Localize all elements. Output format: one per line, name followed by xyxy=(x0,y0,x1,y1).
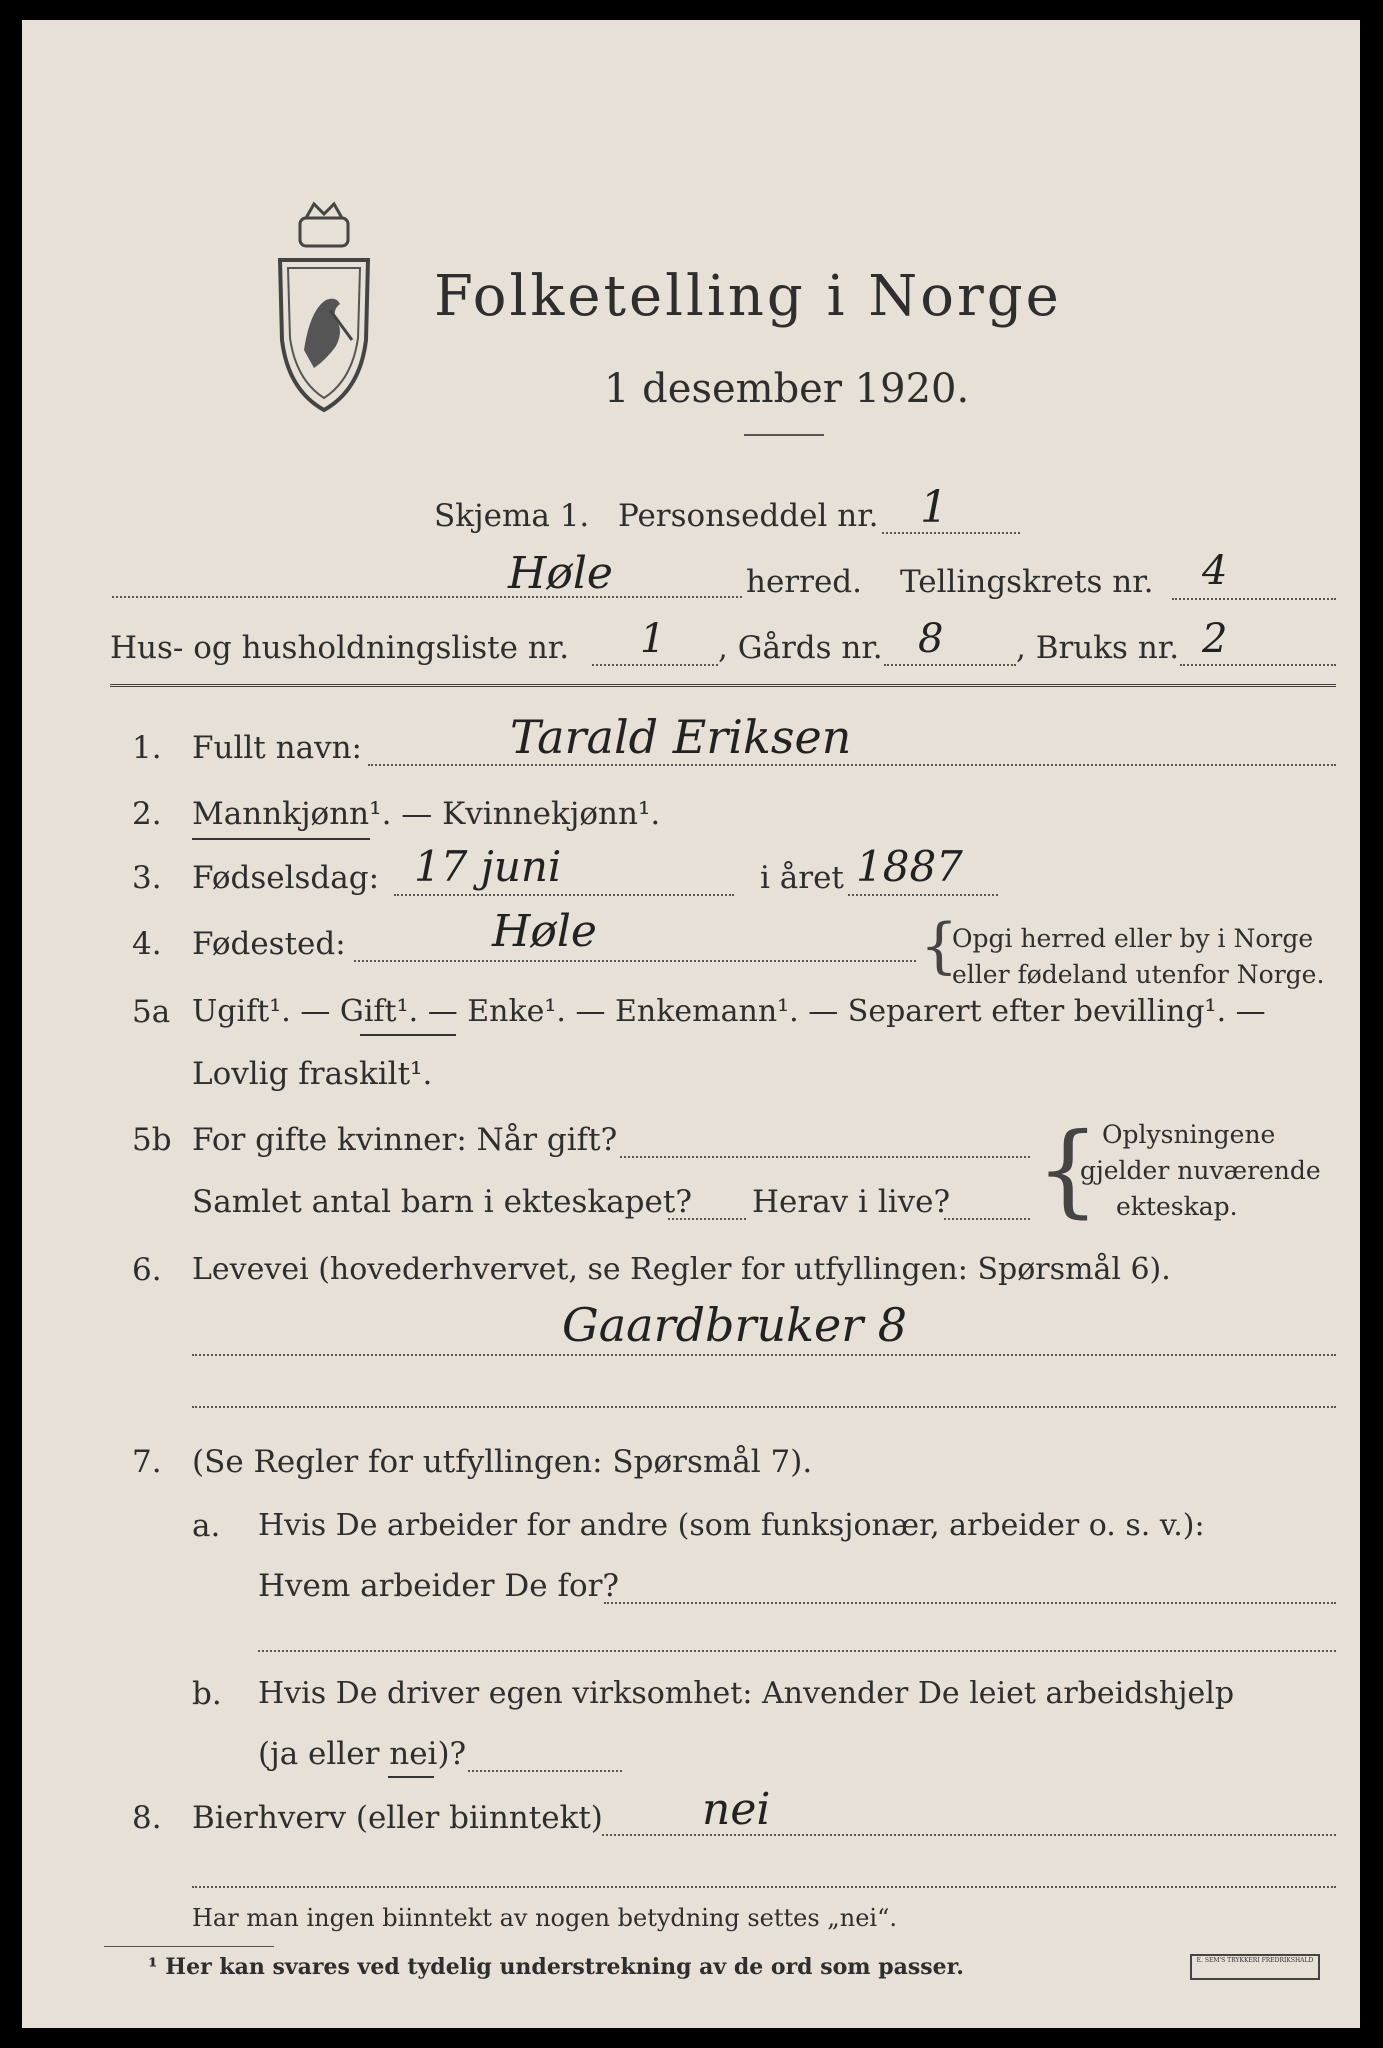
header-double-rule xyxy=(110,684,1336,687)
census-form-page xyxy=(22,20,1360,2028)
q5b-note-line2: gjelder nuværende xyxy=(1080,1156,1321,1185)
q5b-live-line xyxy=(944,1218,1030,1220)
q5b-line2: Samlet antal barn i ekteskapet? xyxy=(192,1184,692,1220)
q1-number: 1. xyxy=(132,730,162,766)
herred-label: herred. xyxy=(746,564,862,600)
q5b-brace: { xyxy=(1036,1111,1100,1228)
q7b-line2: (ja eller nei)? xyxy=(258,1736,467,1772)
q5b-number: 5b xyxy=(132,1122,172,1158)
husliste-line xyxy=(592,664,718,666)
q6-label: Levevei (hovederhvervet, se Regler for utfyllingen: Spørsmål 6). xyxy=(192,1252,1171,1287)
title-divider xyxy=(744,434,824,436)
q3-year-label: i året xyxy=(760,860,844,896)
q5b-line2b: Herav i live? xyxy=(752,1184,951,1220)
q3-year-line xyxy=(848,894,998,896)
q7a-letter: a. xyxy=(192,1508,221,1544)
husliste-value: 1 xyxy=(640,616,666,662)
personseddel-value: 1 xyxy=(920,482,948,533)
husliste-label: Hus- og husholdningsliste nr. xyxy=(110,630,570,666)
q7b-letter: b. xyxy=(192,1676,222,1712)
q2-underline-mannkjonn xyxy=(192,838,370,840)
gards-value: 8 xyxy=(918,616,944,662)
q3-line xyxy=(394,894,734,896)
skjema-label: Skjema 1. xyxy=(434,498,590,534)
q3-value: 17 juni xyxy=(414,842,562,891)
q6-line1 xyxy=(192,1354,1336,1356)
printer-stamp: E. SEM'S TRYKKERI FREDRIKSHALD xyxy=(1190,1954,1320,1980)
personseddel-label: Personseddel nr. xyxy=(618,498,879,534)
q4-note-line1: Opgi herred eller by i Norge xyxy=(952,924,1314,953)
q1-line xyxy=(368,764,1336,766)
q8-value: nei xyxy=(702,1784,771,1835)
q5b-gift-line xyxy=(620,1156,1030,1158)
footer-note: Har man ingen biinntekt av nogen betydning settes „nei“. xyxy=(192,1904,897,1932)
q6-line2 xyxy=(192,1406,1336,1408)
q7b-line1: Hvis De driver egen virksomhet: Anvender De leiet arbeidshjelp xyxy=(258,1676,1235,1711)
bruks-line xyxy=(1180,664,1336,666)
tellingskrets-value: 4 xyxy=(1202,548,1228,594)
q3-number: 3. xyxy=(132,860,162,896)
q4-label: Fødested: xyxy=(192,926,346,962)
q4-value: Høle xyxy=(492,906,597,957)
q6-number: 6. xyxy=(132,1252,162,1288)
q5a-line2: Lovlig fraskilt¹. xyxy=(192,1056,433,1092)
q7-number: 7. xyxy=(132,1444,162,1480)
q1-value: Tarald Eriksen xyxy=(510,710,852,764)
footnote-rule xyxy=(104,1946,274,1947)
herred-value: Høle xyxy=(508,548,613,599)
bruks-label: , Bruks nr. xyxy=(1016,630,1180,666)
q8-number: 8. xyxy=(132,1800,162,1836)
personseddel-line xyxy=(882,532,1020,534)
q5a-line1: Ugift¹. — Gift¹. — Enke¹. — Enkemann¹. — Separert efter bevilling¹. — xyxy=(192,994,1266,1029)
q7a-line-2 xyxy=(258,1650,1336,1652)
herred-line xyxy=(112,596,742,598)
q3-label: Fødselsdag: xyxy=(192,860,380,896)
form-title: Folketelling i Norge xyxy=(434,264,1062,329)
q5a-number: 5a xyxy=(132,994,171,1030)
gards-label: , Gårds nr. xyxy=(718,630,883,666)
q2-number: 2. xyxy=(132,796,162,832)
q7a-line2: Hvem arbeider De for? xyxy=(258,1568,620,1604)
q5b-line1: For gifte kvinner: Når gift? xyxy=(192,1122,618,1158)
coat-of-arms-icon xyxy=(270,200,378,420)
q4-note-line2: eller fødeland utenfor Norge. xyxy=(952,960,1325,989)
q5b-barn-line xyxy=(668,1218,746,1220)
q8-label: Bierhverv (eller biinntekt) xyxy=(192,1800,603,1836)
q1-label: Fullt navn: xyxy=(192,730,362,766)
q7b-underline-nei xyxy=(388,1776,434,1778)
q5a-underline-gift xyxy=(360,1034,456,1036)
footnote: ¹ Her kan svares ved tydelig understrekning av de ord som passer. xyxy=(148,1954,964,1980)
census-date: 1 desember 1920. xyxy=(604,366,970,412)
q8-line2 xyxy=(192,1886,1336,1888)
q7b-line xyxy=(468,1770,622,1772)
q3-year-value: 1887 xyxy=(856,842,963,891)
q4-brace: { xyxy=(920,911,959,981)
q5b-note-line3: ekteskap. xyxy=(1116,1192,1238,1221)
gards-line xyxy=(884,664,1016,666)
q7a-line-1 xyxy=(604,1602,1336,1604)
q5b-note-line1: Oplysningene xyxy=(1102,1120,1276,1149)
q7a-line1: Hvis De arbeider for andre (som funksjonær, arbeider o. s. v.): xyxy=(258,1508,1205,1543)
tellingskrets-label: Tellingskrets nr. xyxy=(900,564,1154,600)
q4-number: 4. xyxy=(132,926,162,962)
q2-label: Mannkjønn¹. — Kvinnekjønn¹. xyxy=(192,796,661,832)
bruks-value: 2 xyxy=(1202,616,1228,662)
q7-label: (Se Regler for utfyllingen: Spørsmål 7). xyxy=(192,1444,813,1480)
tellingskrets-line xyxy=(1172,598,1336,600)
q6-value: Gaardbruker 8 xyxy=(562,1298,908,1352)
q4-line xyxy=(354,960,916,962)
